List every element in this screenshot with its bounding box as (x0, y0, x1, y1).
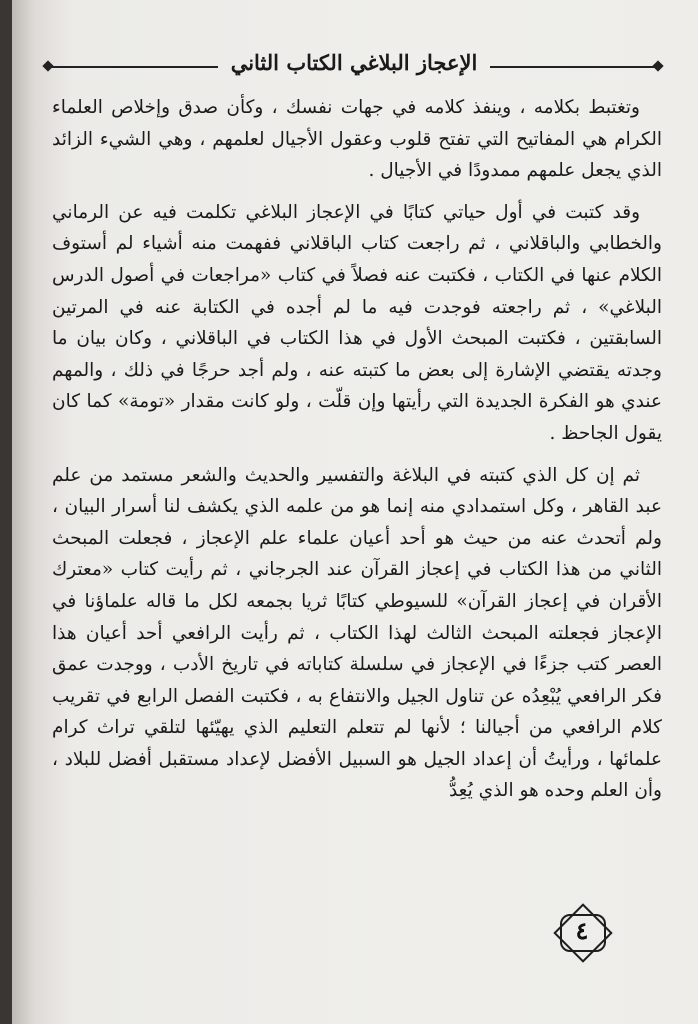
body-text (52, 92, 662, 807)
book-page (12, 0, 698, 1024)
header-title: الإعجاز البلاغي الكتاب الثاني (230, 50, 478, 75)
paragraph: وقد كتبت في أول حياتي كتابًا في الإعجاز البلاغي تكلمت فيه عن الرماني والخطابي والباقلاني ، ثم راجعت كتاب الباقلاني ففهمت منه أشياء لم أستوف الكلام عنها في الكتاب ، فكتبت عنه فصلاً في كتاب «مراجعات في أصول الدرس البلاغي» ، ثم راجعته فوجدت فيه ما لم أجده في الكتابة عنه في المرتين السابقتين ، فكتبت المبحث الأول في هذا الكتاب في الباقلاني ، وكان بيان ما وجدته يقتضي الإشارة إلى بعض ما كتبته عنه ، ولم أجد حرجًا في ذلك ، والمهم عندي هو الفكرة الجديدة التي رأيتها وإن قلّت ، ولو كانت مقدار «تومة» كما كان يقول الجاحظ . (52, 201, 662, 444)
paragraph: ثم إن كل الذي كتبته في البلاغة والتفسير والحديث والشعر مستمد من علم عبد القاهر ، وكل استمدادي منه إنما هو من علمه الذي يكشف لنا أسرار البيان ، ولم أتحدث عنه من حيث هو أحد أعيان علماء علم الإعجاز ، فجعلت المبحث الثاني من هذا الكتاب في إعجاز القرآن عند الجرجاني ، ثم رأيت كتاب «معترك الأقران في إعجاز القرآن» للسيوطي كتابًا ثريا بجمعه لكل ما قاله علماؤنا في الإعجاز فجعلته المبحث الثالث لهذا الكتاب ، ثم رأيت الرافعي أحد أعيان هذا العصر كتب جزءًا في الإعجاز في سلسلة كتاباته في تاريخ الأدب ، ووجدت عمق فكر الرافعي يُبْعِدُه عن تناول الجيل والانتفاع به ، فكتبت الفصل الرابع في تقريب كلام الرافعي من أجيالنا ؛ لأنها لم تتعلم التعليم الذي يهيّئها لتلقي تراث كرام علمائها ، ورأيتُ أن إعداد الجيل هو السبيل الأفضل لإعداد مستقبل أفضل للبلاد ، وأن العلم وحده هو الذي يُعِدُّ (52, 464, 662, 802)
header-rule-left (50, 66, 218, 68)
header-ornament-right (652, 60, 663, 71)
header-rule-right (490, 66, 656, 68)
page-number-ornament (554, 904, 610, 960)
paragraph: وتغتبط بكلامه ، وينفذ كلامه في جهات نفسك ، وكأن صدق وإخلاص العلماء الكرام هي المفاتيح التي تفتح قلوب وعقول الأجيال لعلمهم ، وهي الشيء الزائد الذي يجعل علمهم ممدودًا في الأجيال . (52, 97, 662, 182)
page-number: ٤ (575, 916, 589, 945)
running-header (42, 44, 662, 84)
